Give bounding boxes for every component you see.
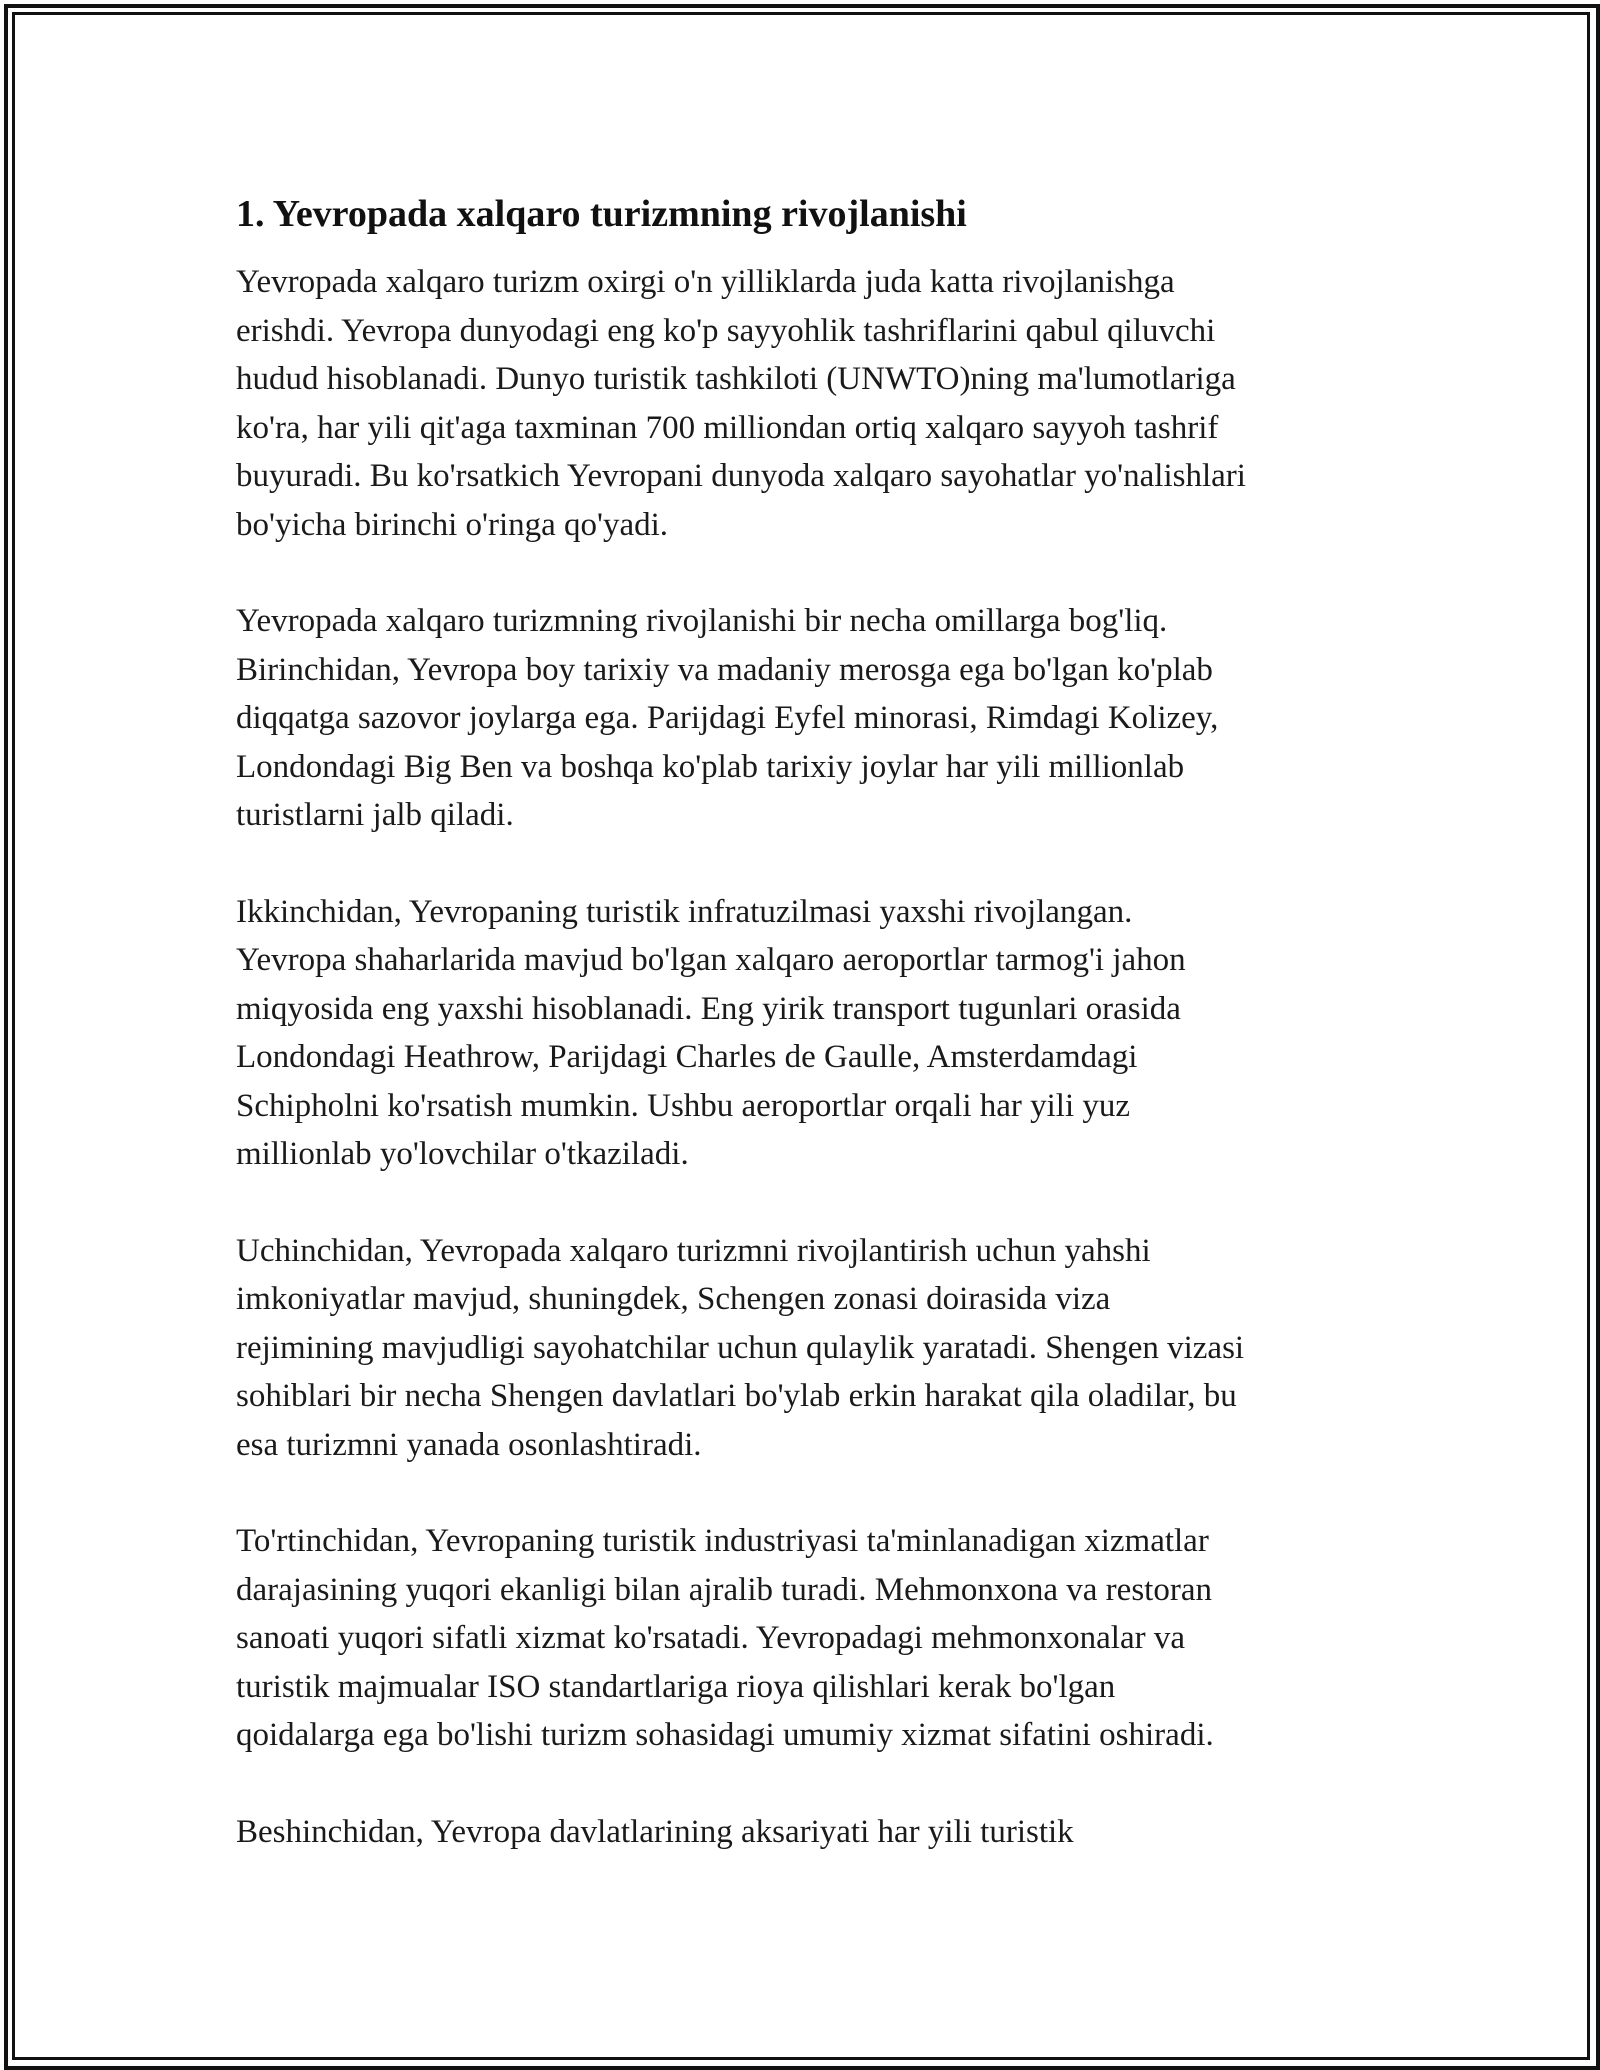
paragraph-first-factor: Yevropada xalqaro turizmning rivojlanishi bir necha omillarga bog'liq. Birinchidan, Yevropa boy tarixiy va madaniy merosga ega bo'lgan ko'plab diqqatga sazovor joylarga ega. Parijdagi Eyfel minorasi, Rimdagi Kolizey, Londondagi Big Ben va boshqa ko'plab tarixiy joylar har yili millionlab turistlarni jalb qiladi. (236, 603, 1219, 833)
section-title: 1. Yevropada xalqaro turizmning rivojlanishi (236, 193, 967, 235)
paragraph-intro: Yevropada xalqaro turizm oxirgi o'n yilliklarda juda katta rivojlanishga erishdi. Yevropa dunyodagi eng ko'p sayyohlik tashriflarini qabul qiluvchi hudud hisoblanadi. Dunyo turistik tashkiloti (UNWTO)ning ma'lumotlariga ko'ra, har yili qit'aga taxminan 700 milliondan ortiq xalqaro sayyoh tashrif buyuradi. Bu ko'rsatkich Yevropani dunyoda xalqaro sayohatlar yo'nalishlari bo'yicha birinchi o'ringa qo'yadi. (236, 264, 1246, 543)
document-body (236, 188, 1386, 1904)
paragraph-second-factor: Ikkinchidan, Yevropaning turistik infratuzilmasi yaxshi rivojlangan. Yevropa shaharlarida mavjud bo'lgan xalqaro aeroportlar tarmog'i jahon miqyosida eng yaxshi hisoblanadi. Eng yirik transport tugunlari orasida Londondagi Heathrow, Parijdagi Charles de Gaulle, Amsterdamdagi Schipholni ko'rsatish mumkin. Ushbu aeroportlar orqali har yili yuz millionlab yo'lovchilar o'tkaziladi. (236, 893, 1186, 1172)
paragraph-fourth-factor: To'rtinchidan, Yevropaning turistik industriyasi ta'minlanadigan xizmatlar darajasining yuqori ekanligi bilan ajralib turadi. Mehmonxona va restoran sanoati yuqori sifatli xizmat ko'rsatadi. Yevropadagi mehmonxonalar va turistik majmualar ISO standartlariga rioya qilishlari kerak bo'lgan qoidalarga ega bo'lishi turizm sohasidagi umumiy xizmat sifatini oshiradi. (236, 1523, 1214, 1753)
paragraph-fifth-factor: Beshinchidan, Yevropa davlatlarining aksariyati har yili turistik (236, 1813, 1074, 1850)
paragraph-third-factor: Uchinchidan, Yevropada xalqaro turizmni rivojlantirish uchun yahshi imkoniyatlar mavjud, shuningdek, Schengen zonasi doirasida viza rejimining mavjudligi sayohatchilar uchun qulaylik yaratadi. Shengen vizasi sohiblari bir necha Shengen davlatlari bo'ylab erkin harakat qila oladilar, bu esa turizmni yanada osonlashtiradi. (236, 1232, 1245, 1463)
